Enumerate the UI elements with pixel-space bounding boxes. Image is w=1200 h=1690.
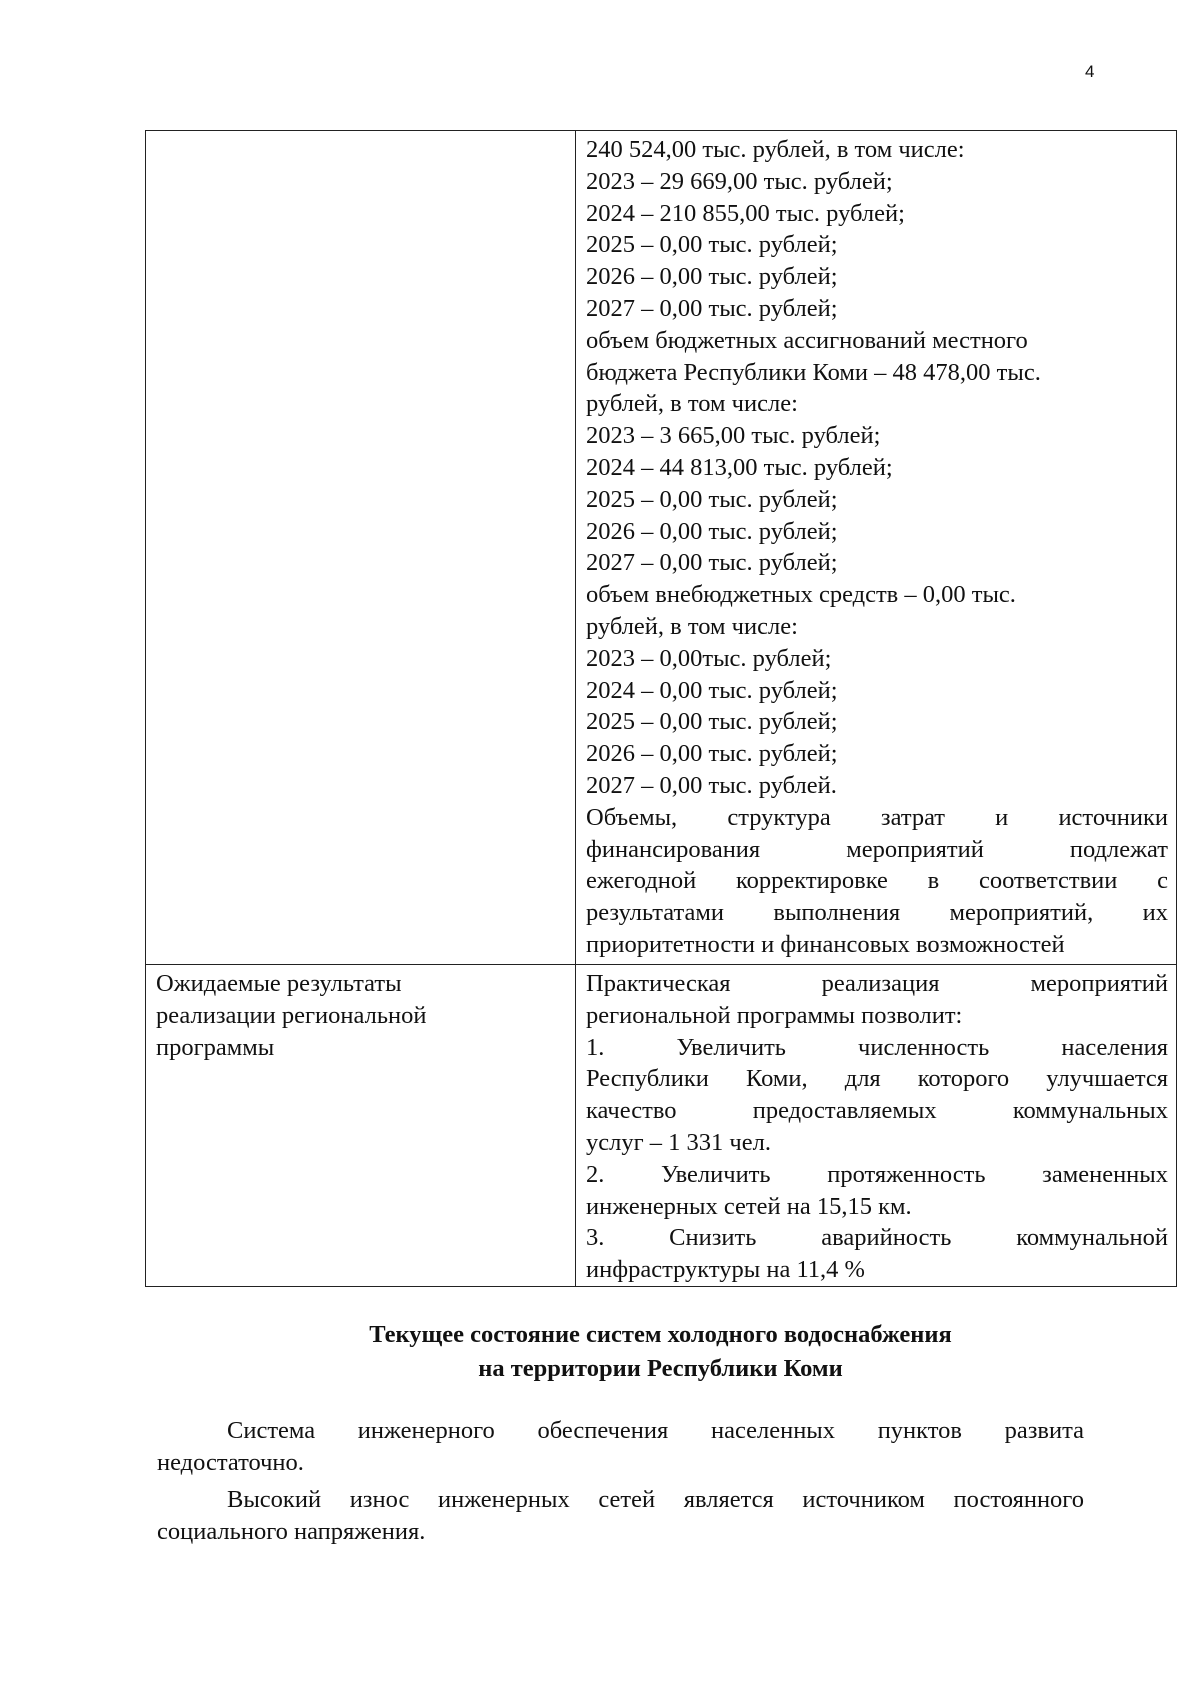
program-passport-table xyxy=(145,130,1177,1287)
results-line: 2. Увеличить протяженность замененных xyxy=(586,1160,1168,1188)
financing-line: 2024 – 210 855,00 тыс. рублей; xyxy=(586,199,905,227)
expected-results-label: Ожидаемые результаты xyxy=(156,970,402,997)
paragraph-first-line: Система инженерного обеспечения населенных пунктов развита xyxy=(227,1417,1084,1444)
financing-cell xyxy=(576,131,1177,965)
section-title-line: Текущее состояние систем холодного водоснабжения xyxy=(369,1321,952,1348)
financing-line: 2027 – 0,00 тыс. рублей; xyxy=(586,549,838,577)
financing-note-line: ежегодной корректировке в соответствии с xyxy=(586,867,1168,895)
financing-line: рублей, в том числе: xyxy=(586,612,798,640)
financing-line: 2023 – 29 669,00 тыс. рублей; xyxy=(586,167,893,195)
paragraph-rest: социального напряжения. xyxy=(157,1518,426,1545)
financing-line: объем бюджетных ассигнований местного xyxy=(586,326,1028,354)
expected-results-label: реализации региональной xyxy=(156,1001,427,1029)
financing-note-line: приоритетности и финансовых возможностей xyxy=(586,930,1065,958)
results-line: 3. Снизить аварийность коммунальной xyxy=(586,1224,1168,1252)
results-line: инженерных сетей на 15,15 км. xyxy=(586,1192,912,1220)
expected-results-cell xyxy=(576,965,1177,1287)
financing-line: 2027 – 0,00 тыс. рублей; xyxy=(586,294,838,322)
paragraph-first-line: Высокий износ инженерных сетей является источником постоянного xyxy=(227,1486,1084,1513)
financing-line: 2027 – 0,00 тыс. рублей. xyxy=(586,771,837,799)
results-line: инфраструктуры на 11,4 % xyxy=(586,1256,865,1284)
financing-line: 2026 – 0,00 тыс. рублей; xyxy=(586,517,838,545)
body-paragraph xyxy=(157,1415,1084,1479)
financing-line: 2024 – 0,00 тыс. рублей; xyxy=(586,676,838,704)
financing-note-line: Объемы, структура затрат и источники xyxy=(586,803,1168,831)
results-line: 1. Увеличить численность населения xyxy=(586,1033,1168,1061)
financing-line: 2024 – 44 813,00 тыс. рублей; xyxy=(586,453,893,481)
table-row xyxy=(146,965,1177,1287)
financing-line: 2025 – 0,00 тыс. рублей; xyxy=(586,231,838,259)
results-line: услуг – 1 331 чел. xyxy=(586,1128,771,1156)
paragraph-rest: недостаточно. xyxy=(157,1449,304,1476)
financing-line: 2025 – 0,00 тыс. рублей; xyxy=(586,708,838,736)
section-title xyxy=(145,1318,1176,1386)
expected-results-label: программы xyxy=(156,1033,275,1061)
financing-line: 2025 – 0,00 тыс. рублей; xyxy=(586,485,838,513)
financing-line: 2026 – 0,00 тыс. рублей; xyxy=(586,263,838,291)
page-number: 4 xyxy=(1085,62,1095,81)
section-title-line: на территории Республики Коми xyxy=(478,1355,843,1382)
table-row xyxy=(146,131,1177,965)
financing-line: 2026 – 0,00 тыс. рублей; xyxy=(586,740,838,768)
expected-results-label-cell xyxy=(146,965,576,1287)
financing-line: 240 524,00 тыс. рублей, в том числе: xyxy=(586,136,965,163)
results-line: Республики Коми, для которого улучшается xyxy=(586,1065,1168,1093)
financing-note-line: финансирования мероприятий подлежат xyxy=(586,835,1168,863)
financing-line: бюджета Республики Коми – 48 478,00 тыс. xyxy=(586,358,1041,386)
row1-label-cell xyxy=(146,131,576,965)
results-line: Практическая реализация мероприятий xyxy=(586,970,1168,997)
body-paragraph xyxy=(157,1484,1084,1548)
financing-line: 2023 – 0,00тыс. рублей; xyxy=(586,644,832,672)
financing-line: 2023 – 3 665,00 тыс. рублей; xyxy=(586,422,881,450)
financing-line: объем внебюджетных средств – 0,00 тыс. xyxy=(586,581,1016,609)
financing-line: рублей, в том числе: xyxy=(586,390,798,418)
financing-note-line: результатами выполнения мероприятий, их xyxy=(586,899,1168,927)
results-line: качество предоставляемых коммунальных xyxy=(586,1097,1168,1125)
results-line: региональной программы позволит: xyxy=(586,1001,963,1029)
